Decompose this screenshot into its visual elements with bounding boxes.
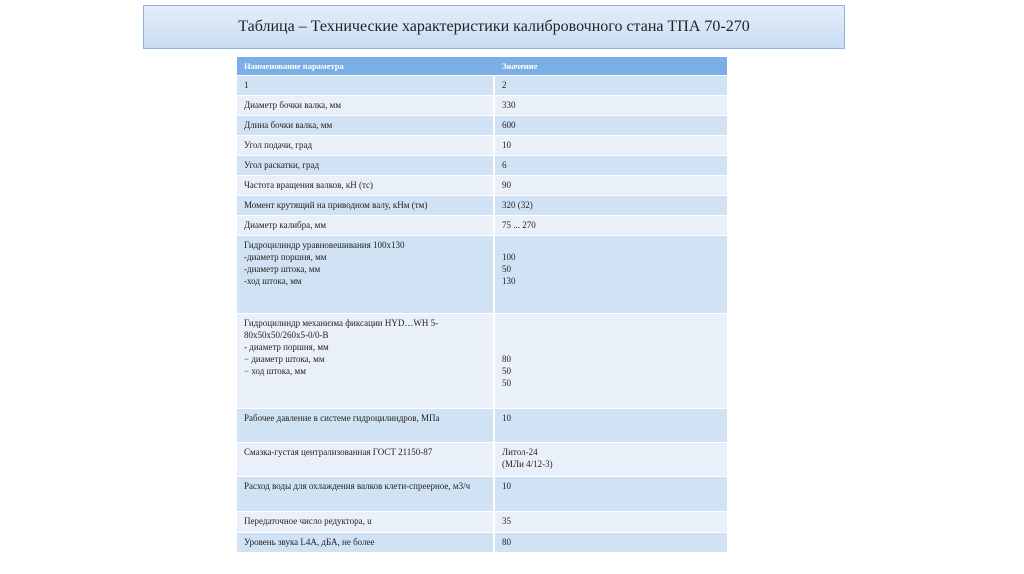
value-cell: 100 50 130 [495, 236, 727, 313]
value-cell: 35 [495, 512, 727, 532]
parameter-cell: Диаметр бочки валка, мм [237, 96, 495, 115]
value-cell: 90 [495, 176, 727, 195]
table-row [237, 314, 727, 408]
value-cell: 320 (32) [495, 196, 727, 215]
parameter-cell: Угол раскатки, град [237, 156, 495, 175]
value-cell: 10 [495, 477, 727, 511]
table-row [237, 136, 727, 155]
parameter-cell: Угол подачи, град [237, 136, 495, 155]
table-row [237, 236, 727, 313]
table-header-row [237, 57, 727, 75]
value-cell: 600 [495, 116, 727, 135]
parameter-cell: Гидроцилиндр уравновешивания 100х130 -диаметр поршня, мм -диаметр штока, мм -ход штока, мм [237, 236, 495, 313]
value-cell: 75 ... 270 [495, 216, 727, 235]
table-row [237, 76, 727, 95]
parameter-cell: Диаметр калибра, мм [237, 216, 495, 235]
table-row [237, 176, 727, 195]
table-row [237, 156, 727, 175]
table-row [237, 196, 727, 215]
parameter-cell: Уровень звука L4A, дБА, не более [237, 533, 495, 552]
slide-title-text: Таблица – Технические характеристики калибровочного стана ТПА 70-270 [238, 18, 750, 35]
parameter-cell: Передаточное число редуктора, u [237, 512, 495, 532]
parameter-cell: Частота вращения валков, кН (тс) [237, 176, 495, 195]
value-cell: 80 [495, 533, 727, 552]
value-cell: 10 [495, 409, 727, 442]
parameter-cell: Расход воды для охлаждения валков клети-спреерное, м3/ч [237, 477, 495, 511]
parameter-cell: Момент крутящий на приводном валу, кНм (тм) [237, 196, 495, 215]
value-cell: Литол-24 (МЛи 4/12-3) [495, 443, 727, 476]
specs-table [237, 56, 727, 553]
value-cell: 6 [495, 156, 727, 175]
table-row [237, 477, 727, 511]
header-value: Значение [495, 57, 727, 75]
value-cell: 10 [495, 136, 727, 155]
table-row [237, 443, 727, 476]
value-cell: 2 [495, 76, 727, 95]
parameter-cell: Рабочее давление в системе гидроцилиндров, МПа [237, 409, 495, 442]
table-row [237, 216, 727, 235]
header-parameter: Наименование параметра [237, 57, 495, 75]
value-cell: 330 [495, 96, 727, 115]
parameter-cell: Смазка-густая централизованная ГОСТ 21150-87 [237, 443, 495, 476]
table-row [237, 409, 727, 442]
table-row [237, 533, 727, 552]
parameter-cell: 1 [237, 76, 495, 95]
table-row [237, 116, 727, 135]
value-cell: 80 50 50 [495, 314, 727, 408]
table-row [237, 96, 727, 115]
parameter-cell: Длина бочки валка, мм [237, 116, 495, 135]
slide-title [143, 5, 845, 49]
parameter-cell: Гидроцилиндр механизма фиксации HYD…WH 5-80x50x50/260x5-0/0-B - диаметр поршня, мм − диаметр штока, мм − ход штока, мм [237, 314, 495, 408]
table-row [237, 512, 727, 532]
